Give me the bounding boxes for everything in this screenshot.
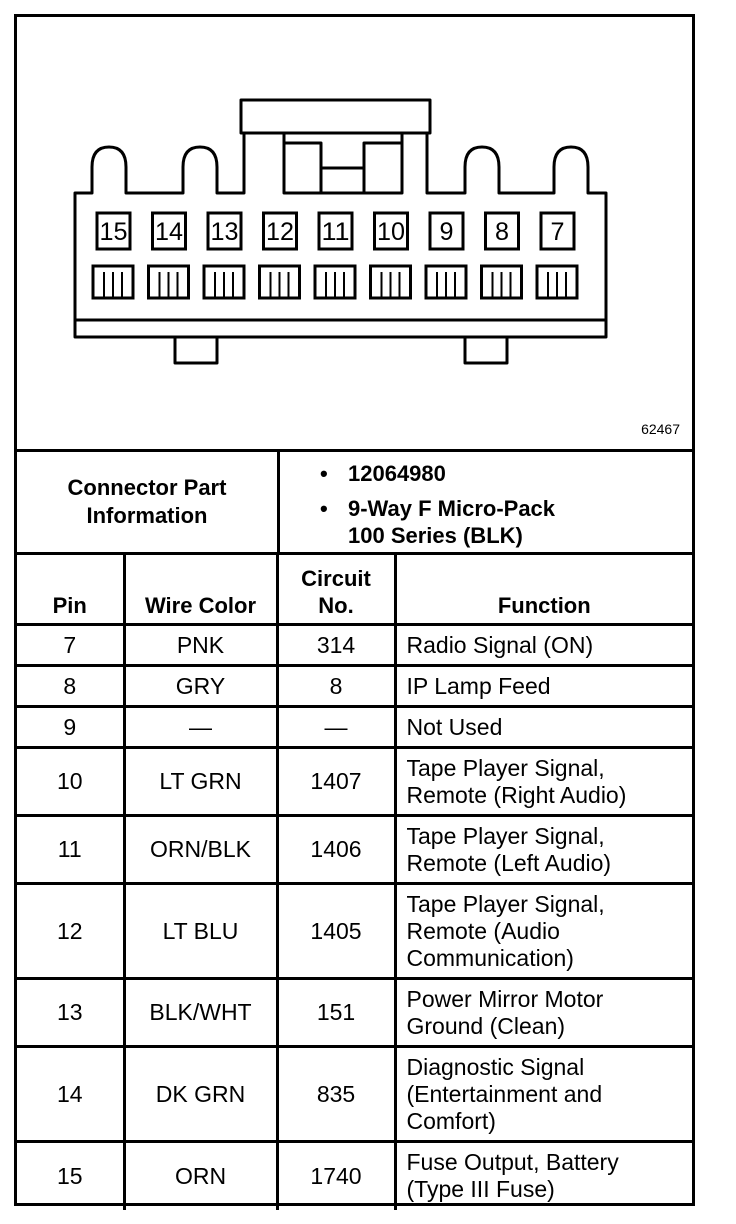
table-row: [17, 748, 692, 816]
pin-number-label: 9: [439, 218, 454, 246]
part-description-line2: 100 Series (BLK): [348, 523, 523, 548]
part-number: 12064980: [348, 461, 446, 486]
pin-cell: 12: [17, 884, 124, 979]
function-line: (Entertainment and: [406, 1080, 603, 1107]
pin-number-label: 10: [377, 218, 405, 246]
circuit-no-cell: 151: [277, 979, 395, 1047]
part-description-row: [320, 495, 555, 549]
connector-tab-right: [465, 337, 507, 363]
pinout-header-row: [17, 555, 692, 625]
wire-color-cell: LT BLU: [124, 884, 277, 979]
wire-color-cell: ORN/BLK: [124, 816, 277, 884]
header-wire-color: Wire Color: [124, 555, 277, 625]
wire-color-cell: —: [124, 707, 277, 748]
circuit-no-cell: 1406: [277, 816, 395, 884]
table-row: [17, 1142, 692, 1210]
connector-tab-left: [175, 337, 217, 363]
header-pin: Pin: [17, 555, 124, 625]
header-function: Function: [395, 555, 692, 625]
function-line: Remote (Right Audio): [406, 781, 627, 808]
pin-number-label: 13: [210, 218, 239, 246]
function-line: Tape Player Signal,: [406, 890, 605, 917]
function-line: IP Lamp Feed: [406, 672, 551, 699]
part-description-line1: 9-Way F Micro-Pack: [348, 496, 556, 521]
connector-sheet: [14, 14, 695, 1206]
function-line: Not Used: [406, 713, 503, 740]
connector-diagram: [17, 17, 692, 452]
circuit-no-cell: 1740: [277, 1142, 395, 1210]
pin-number-label: 14: [155, 218, 184, 246]
function-cell: [395, 1142, 692, 1210]
pin-number-label: 12: [266, 218, 294, 246]
part-info-label-line1: Connector Part: [67, 475, 227, 500]
header-circuit-no: [277, 555, 395, 625]
figure-number: 62467: [641, 421, 680, 437]
pin-cell: 13: [17, 979, 124, 1047]
function-line: Remote (Audio: [406, 917, 560, 944]
function-line: Comfort): [406, 1107, 496, 1134]
pin-number-label: 11: [321, 218, 350, 246]
table-row: [17, 979, 692, 1047]
connector-part-info: [17, 452, 692, 555]
wire-color-cell: GRY: [124, 666, 277, 707]
pin-number-label: 15: [99, 218, 128, 246]
circuit-no-cell: 835: [277, 1047, 395, 1142]
connector-drawing: [17, 17, 692, 449]
pin-cell: 10: [17, 748, 124, 816]
pin-cell: 8: [17, 666, 124, 707]
wire-color-cell: DK GRN: [124, 1047, 277, 1142]
part-info-list: [320, 460, 555, 549]
function-cell: [395, 816, 692, 884]
function-line: Ground (Clean): [406, 1012, 566, 1039]
part-number-row: [320, 460, 555, 487]
table-row: [17, 625, 692, 666]
function-cell: [395, 884, 692, 979]
bullet-icon: •: [320, 496, 328, 521]
function-cell: [395, 666, 692, 707]
header-circuit-line1: Circuit: [301, 566, 371, 591]
pin-number-label: 8: [495, 218, 509, 246]
pin-cell: 9: [17, 707, 124, 748]
function-cell: [395, 1047, 692, 1142]
pin-cell: 14: [17, 1047, 124, 1142]
table-row: [17, 1047, 692, 1142]
circuit-no-cell: 1407: [277, 748, 395, 816]
function-cell: [395, 707, 692, 748]
table-row: [17, 707, 692, 748]
pin-cell: 11: [17, 816, 124, 884]
pin-cell: 15: [17, 1142, 124, 1210]
wire-color-cell: BLK/WHT: [124, 979, 277, 1047]
pinout-table: [17, 555, 692, 1210]
part-info-label-line2: Information: [86, 503, 208, 528]
function-line: Power Mirror Motor: [406, 985, 604, 1012]
wire-color-cell: ORN: [124, 1142, 277, 1210]
wire-color-cell: PNK: [124, 625, 277, 666]
function-line: Fuse Output, Battery: [406, 1149, 619, 1176]
header-circuit-line2: No.: [318, 593, 354, 618]
function-line: Tape Player Signal,: [406, 822, 605, 849]
bullet-icon: •: [320, 461, 328, 486]
function-cell: [395, 748, 692, 816]
table-row: [17, 884, 692, 979]
circuit-no-cell: 1405: [277, 884, 395, 979]
circuit-no-cell: 314: [277, 625, 395, 666]
function-line: Remote (Left Audio): [406, 849, 612, 876]
table-row: [17, 816, 692, 884]
wire-color-cell: LT GRN: [124, 748, 277, 816]
part-info-label: [17, 452, 280, 552]
circuit-no-cell: 8: [277, 666, 395, 707]
pin-number-label: 7: [550, 218, 565, 246]
function-line: Diagnostic Signal: [406, 1053, 585, 1080]
function-line: Communication): [406, 944, 574, 971]
function-line: Tape Player Signal,: [406, 754, 605, 781]
function-line: (Type III Fuse): [406, 1176, 555, 1203]
function-line: Radio Signal (ON): [406, 631, 594, 658]
circuit-no-cell: —: [277, 707, 395, 748]
table-row: [17, 666, 692, 707]
pin-cell: 7: [17, 625, 124, 666]
function-cell: [395, 625, 692, 666]
function-cell: [395, 979, 692, 1047]
